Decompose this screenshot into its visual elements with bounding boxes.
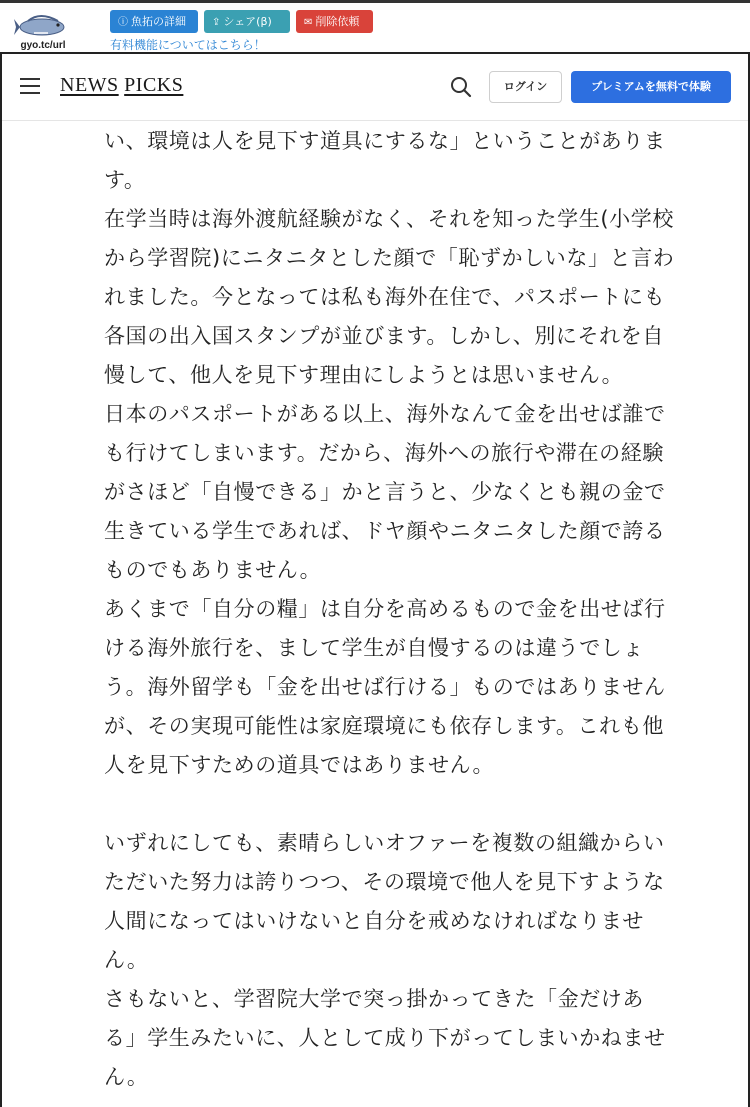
newspicks-logo-news: NEWS — [60, 74, 119, 96]
article-line: さもないと、学習院大学で突っ掛かってきた「金だけあ — [104, 987, 644, 1011]
article-line: ん。 — [104, 1065, 149, 1089]
gyotaku-share-button[interactable] — [204, 10, 290, 33]
newspicks-header — [2, 54, 748, 121]
search-icon[interactable] — [450, 76, 472, 98]
article-body — [104, 122, 700, 1097]
article-line: う。海外留学も「金を出せば行ける」ものではありません — [104, 675, 666, 699]
article-line: がさほど「自慢できる」かと言うと、少なくとも親の金で — [104, 480, 666, 504]
gyotaku-share-label: シェア(β) — [223, 15, 272, 28]
article-line: も行けてしまいます。だから、海外への旅行や滞在の経験 — [104, 441, 664, 465]
share-icon: ⇪ — [212, 17, 221, 28]
article-line: す。 — [104, 168, 146, 192]
article-line: ただいた努力は誇りつつ、その環境で他人を見下すような — [104, 870, 665, 894]
gyotaku-logo[interactable] — [14, 9, 72, 51]
paragraph-gap — [104, 785, 700, 824]
article-line: る」学生みたいに、人として成り下がってしまいかねませ — [104, 1026, 666, 1050]
gyotaku-delete-button[interactable] — [296, 10, 373, 33]
article-line: が、その実現可能性は家庭環境にも依存します。これも他 — [104, 714, 664, 738]
archived-page-frame — [0, 52, 750, 1107]
article-line: から学習院)にニタニタとした顔で「恥ずかしいな」と言わ — [104, 246, 675, 270]
newspicks-logo-picks: PICKS — [124, 74, 184, 96]
article-line: 各国の出入国スタンプが並びます。しかし、別にそれを自 — [104, 324, 664, 348]
article-line: い、環境は人を見下す道具にするな」ということがありま — [104, 129, 666, 153]
article-line: 人を見下すための道具ではありません。 — [104, 753, 495, 777]
login-button[interactable]: ログイン — [489, 71, 562, 103]
newspicks-logo[interactable] — [60, 74, 183, 97]
article-line: いずれにしても、素晴らしいオファーを複数の組織からい — [104, 831, 665, 855]
article-line: 慢して、他人を見下す理由にしようとは思いません。 — [104, 363, 624, 387]
gyotaku-detail-label: 魚拓の詳細 — [131, 15, 186, 28]
premium-trial-button[interactable]: プレミアムを無料で体験 — [571, 71, 731, 103]
mail-icon: ✉ — [304, 17, 313, 28]
gyotaku-detail-button[interactable] — [110, 10, 198, 33]
gyotaku-paid-features-link[interactable]: 有料機能についてはこちら！ — [110, 38, 266, 52]
info-icon: ⓘ — [118, 17, 128, 28]
article-line: ける海外旅行を、まして学生が自慢するのは違うでしょ — [104, 636, 644, 660]
article-line: ん。 — [104, 948, 149, 972]
article-line: 人間になってはいけないと自分を戒めなければなりませ — [104, 909, 644, 933]
gyotaku-logo-caption: gyo.tc/url — [20, 40, 66, 51]
article-line: れました。今となっては私も海外在住で、パスポートにも — [104, 285, 666, 309]
article-line: 生きている学生であれば、ドヤ顔やニタニタした顔で誇る — [104, 519, 666, 543]
article-line: 日本のパスポートがある以上、海外なんて金を出せば誰で — [104, 402, 666, 426]
article-line: あくまで「自分の糧」は自分を高めるもので金を出せば行 — [104, 597, 666, 621]
hamburger-menu-icon[interactable] — [20, 78, 40, 94]
article-line: ものでもありません。 — [104, 558, 322, 582]
article-line: 在学当時は海外渡航経験がなく、それを知った学生(小学校 — [104, 207, 674, 231]
gyotaku-delete-label: 削除依頼 — [315, 15, 360, 28]
gyotaku-fish-icon — [14, 9, 72, 39]
gyotaku-toolbar — [0, 0, 750, 52]
